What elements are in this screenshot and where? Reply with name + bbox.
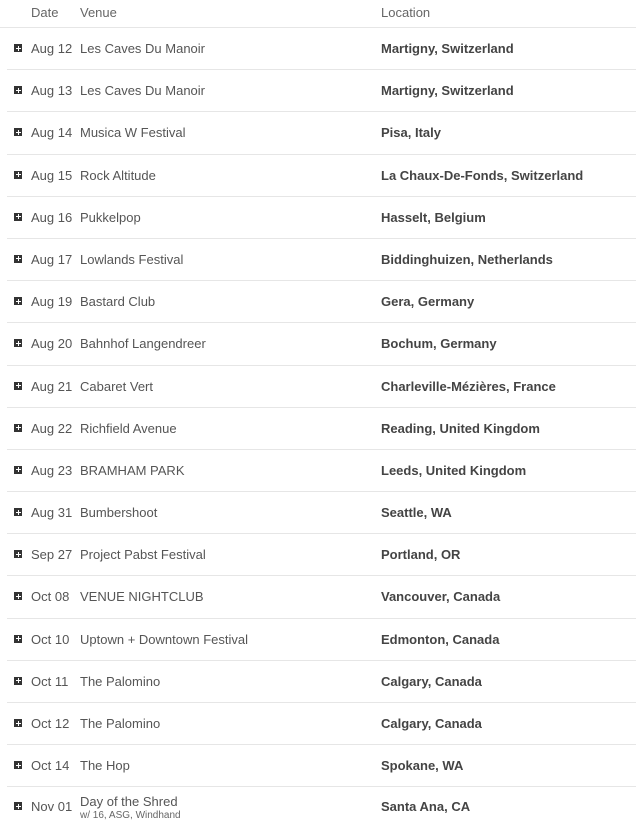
event-location: Calgary, Canada <box>381 716 482 731</box>
event-venue-name: Project Pabst Festival <box>80 547 206 563</box>
event-venue-name: Bastard Club <box>80 294 156 310</box>
event-date: Aug 22 <box>31 420 73 436</box>
event-venue <box>80 210 141 225</box>
event-location: Edmonton, Canada <box>381 631 500 647</box>
table-row[interactable] <box>7 492 636 534</box>
table-row[interactable] <box>7 576 636 618</box>
event-location: Reading, United Kingdom <box>381 420 540 436</box>
expand-plus-icon[interactable] <box>14 635 22 643</box>
table-header <box>0 0 636 28</box>
table-row[interactable] <box>7 70 636 112</box>
expand-plus-icon[interactable] <box>14 677 22 685</box>
event-location: Santa Ana, CA <box>381 799 471 815</box>
expand-plus-icon[interactable] <box>14 297 22 305</box>
event-venue <box>80 632 248 647</box>
event-venue-name: The Hop <box>80 758 130 774</box>
event-venue-name: Bumbershoot <box>80 505 158 521</box>
event-venue-name: Musica W Festival <box>80 125 186 141</box>
expand-plus-icon[interactable] <box>14 761 22 769</box>
event-venue <box>80 421 177 436</box>
event-support-acts: w/ 16, ASG, Windhand <box>80 810 181 822</box>
event-date: Aug 15 <box>31 167 73 183</box>
expand-plus-icon[interactable] <box>14 719 22 727</box>
event-location: Bochum, Germany <box>381 336 497 352</box>
event-venue-name: Les Caves Du Manoir <box>80 83 205 99</box>
event-venue-name: Pukkelpop <box>80 209 141 225</box>
expand-plus-icon[interactable] <box>14 213 22 221</box>
event-date: Nov 01 <box>31 799 73 815</box>
event-venue-name: Les Caves Du Manoir <box>80 41 205 56</box>
event-date: Oct 14 <box>31 758 70 774</box>
event-date: Sep 27 <box>31 547 73 563</box>
table-row[interactable] <box>7 112 636 154</box>
table-row[interactable] <box>7 619 636 661</box>
event-venue-name: Lowlands Festival <box>80 251 184 267</box>
event-venue <box>80 83 205 98</box>
event-venue <box>80 125 185 140</box>
event-date: Aug 14 <box>31 125 73 141</box>
event-venue <box>80 589 204 604</box>
event-venue <box>80 758 130 773</box>
event-date: Aug 20 <box>31 336 73 352</box>
event-venue-name: Day of the Shred <box>80 794 178 810</box>
event-date: Aug 31 <box>31 505 73 521</box>
column-header-date: Date <box>31 5 59 20</box>
table-row[interactable] <box>7 703 636 745</box>
table-row[interactable] <box>7 155 636 197</box>
table-row[interactable] <box>7 239 636 281</box>
event-location: Charleville-Mézières, France <box>381 378 556 394</box>
expand-plus-icon[interactable] <box>14 508 22 516</box>
event-date: Aug 21 <box>31 378 73 394</box>
expand-plus-icon[interactable] <box>14 171 22 179</box>
expand-plus-icon[interactable] <box>14 44 22 52</box>
expand-plus-icon[interactable] <box>14 802 22 810</box>
event-venue <box>80 252 183 267</box>
table-row[interactable] <box>7 534 636 576</box>
event-venue <box>80 505 157 520</box>
event-date: Oct 12 <box>31 716 70 731</box>
event-location: Martigny, Switzerland <box>381 83 514 99</box>
event-date: Oct 11 <box>31 673 69 689</box>
event-location: La Chaux-De-Fonds, Switzerland <box>381 167 584 183</box>
expand-plus-icon[interactable] <box>14 128 22 136</box>
event-location: Leeds, United Kingdom <box>381 462 527 478</box>
event-venue <box>80 336 206 351</box>
event-date: Aug 16 <box>31 209 73 225</box>
event-date: Aug 23 <box>31 462 73 478</box>
event-venue-name: The Palomino <box>80 716 161 731</box>
table-row[interactable] <box>7 366 636 408</box>
event-venue-name: BRAMHAM PARK <box>80 462 185 478</box>
event-venue-name: VENUE NIGHTCLUB <box>80 589 204 605</box>
event-venue <box>80 547 206 562</box>
column-header-venue: Venue <box>80 5 117 20</box>
event-date: Oct 10 <box>31 631 70 647</box>
expand-plus-icon[interactable] <box>14 466 22 474</box>
event-venue <box>80 379 153 394</box>
expand-plus-icon[interactable] <box>14 592 22 600</box>
table-row[interactable] <box>7 408 636 450</box>
event-location: Calgary, Canada <box>381 673 482 689</box>
event-date: Aug 17 <box>31 251 73 267</box>
event-venue-name: Cabaret Vert <box>80 378 153 394</box>
expand-plus-icon[interactable] <box>14 550 22 558</box>
event-location: Vancouver, Canada <box>381 589 501 605</box>
table-row[interactable] <box>7 281 636 323</box>
table-row[interactable] <box>7 197 636 239</box>
expand-plus-icon[interactable] <box>14 255 22 263</box>
table-row[interactable] <box>7 745 636 787</box>
event-location: Pisa, Italy <box>381 125 441 141</box>
event-venue <box>80 294 155 309</box>
event-venue-name: Richfield Avenue <box>80 420 177 436</box>
event-venue <box>80 674 160 689</box>
table-row[interactable] <box>7 28 636 70</box>
event-location: Martigny, Switzerland <box>381 41 514 56</box>
event-venue <box>80 168 156 183</box>
tour-dates-list <box>0 28 636 830</box>
event-venue-name: Rock Altitude <box>80 167 156 183</box>
event-location: Gera, Germany <box>381 294 475 310</box>
column-header-location: Location <box>381 5 431 20</box>
expand-plus-icon[interactable] <box>14 86 22 94</box>
table-row[interactable] <box>7 323 636 365</box>
expand-plus-icon[interactable] <box>14 382 22 390</box>
event-location: Biddinghuizen, Netherlands <box>381 251 553 267</box>
expand-plus-icon[interactable] <box>14 339 22 347</box>
event-location: Portland, OR <box>381 547 461 563</box>
event-venue <box>80 463 185 478</box>
event-venue <box>80 794 181 821</box>
table-row[interactable] <box>7 787 636 829</box>
table-row[interactable] <box>7 450 636 492</box>
event-venue <box>80 41 205 56</box>
event-location: Spokane, WA <box>381 758 464 774</box>
table-row[interactable] <box>7 661 636 703</box>
event-venue-name: The Palomino <box>80 673 161 689</box>
event-date: Oct 08 <box>31 589 70 605</box>
event-date: Aug 12 <box>31 41 73 56</box>
event-date: Aug 19 <box>31 294 73 310</box>
expand-plus-icon[interactable] <box>14 424 22 432</box>
event-venue <box>80 716 160 731</box>
event-venue-name: Uptown + Downtown Festival <box>80 631 248 647</box>
event-venue-name: Bahnhof Langendreer <box>80 336 206 352</box>
event-location: Seattle, WA <box>381 505 452 521</box>
event-location: Hasselt, Belgium <box>381 209 486 225</box>
event-date: Aug 13 <box>31 83 73 99</box>
